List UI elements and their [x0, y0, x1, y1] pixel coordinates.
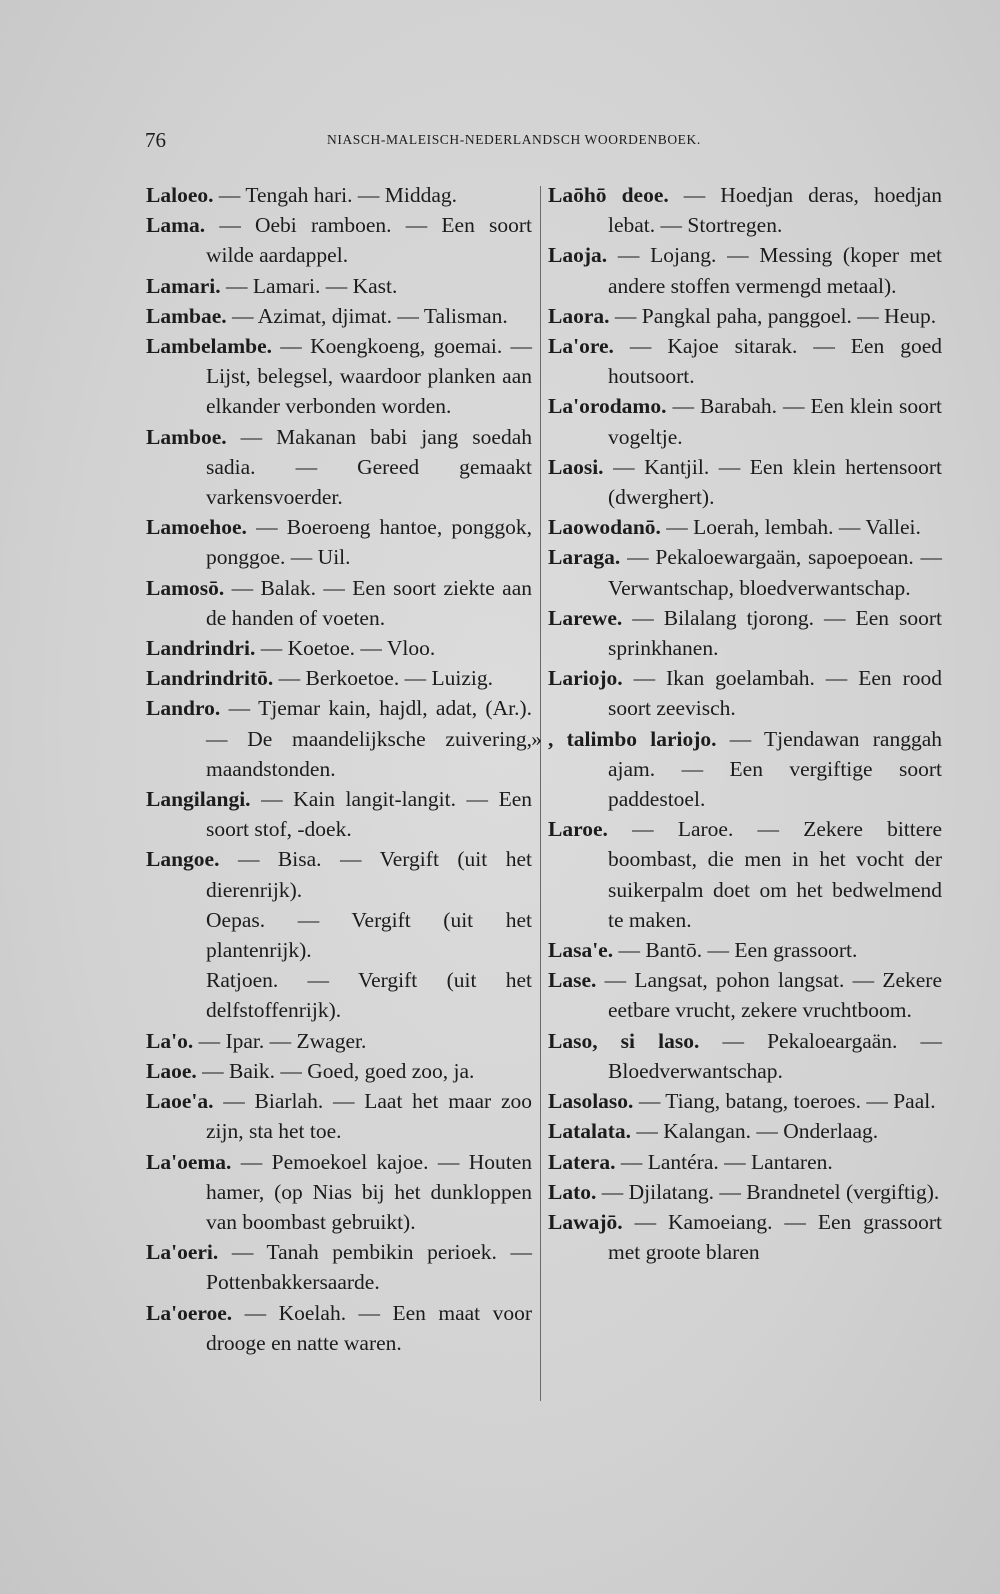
definition: — Kantjil. — Een klein hertensoort (dwerghert).	[608, 454, 943, 510]
dictionary-entry	[548, 814, 942, 935]
headword: Laoja.	[548, 243, 608, 268]
definition: — Loerah, lembah. — Vallei.	[666, 515, 921, 540]
entry-continuation: Oepas. — Vergift (uit het plantenrijk).	[206, 907, 532, 963]
dictionary-entry	[548, 935, 942, 965]
headword: Langilangi.	[146, 787, 251, 812]
definition: — Makanan babi jang soedah sadia. — Gereed gemaakt varkensvoerder.	[206, 424, 532, 510]
definition: — Bisa. — Vergift (uit het dierenrijk).	[206, 847, 532, 902]
dictionary-entry	[548, 1207, 942, 1267]
right-column	[531, 180, 943, 1267]
dictionary-entry	[548, 1026, 942, 1086]
definition: — Koetoe. — Vloo.	[260, 636, 436, 661]
definition: — Berkoetoe. — Luizig.	[278, 666, 493, 691]
dictionary-entry	[548, 965, 942, 1025]
definition: — Lantéra. — Lantaren.	[620, 1149, 833, 1174]
dictionary-entry	[146, 1237, 532, 1297]
dictionary-entry	[548, 1086, 942, 1116]
definition: — Tjendawan ranggah ajam. — Een vergiftige soort paddestoel.	[608, 726, 943, 812]
headword: Landrindri.	[146, 636, 256, 661]
dictionary-entry	[146, 1056, 532, 1086]
dictionary-entry	[146, 1298, 532, 1358]
headword: Lamboe.	[146, 424, 227, 449]
definition: — Langsat, pohon langsat. — Zekere eetbare vrucht, zekere vruchtboom.	[604, 968, 942, 1023]
headword: Lamari.	[146, 273, 221, 298]
headword: Lase.	[548, 968, 597, 993]
headword: La'ore.	[548, 334, 614, 359]
headword: Laroe.	[548, 817, 608, 842]
headword: La'oeroe.	[146, 1300, 233, 1325]
dictionary-entry	[548, 512, 942, 542]
headword: Laloeo.	[146, 183, 214, 207]
headword: Landrindritō.	[146, 666, 274, 691]
definition: — Koelah. — Een maat voor drooge en natte waren.	[206, 1300, 533, 1355]
headword: Lato.	[548, 1179, 597, 1204]
headword: Lamosō.	[146, 575, 225, 600]
definition: — Pangkal paha, panggoel. — Heup.	[614, 303, 937, 328]
dictionary-entry	[146, 844, 532, 904]
headword: Langoe.	[146, 847, 220, 872]
dictionary-entry	[548, 240, 942, 300]
definition: — Bantō. — Een grassoort.	[618, 938, 858, 963]
definition: — Pemoekoel kajoe. — Houten hamer, (op Nias bij het dunkloppen van boombast gebruikt).	[206, 1149, 533, 1234]
definition: — Kajoe sitarak. — Een goed houtsoort.	[608, 334, 942, 389]
definition: — Ipar. — Zwager.	[198, 1028, 367, 1053]
definition: — Ikan goelambah. — Een rood soort zeevisch.	[608, 666, 942, 721]
dictionary-entry	[548, 331, 942, 391]
dictionary-entry	[146, 512, 532, 572]
headword: Laoe.	[146, 1058, 197, 1083]
definition: — Bilalang tjorong. — Een soort sprinkhanen.	[608, 605, 942, 661]
headword: Laora.	[548, 303, 610, 328]
dictionary-entry	[548, 391, 942, 451]
headword: Laoe'a.	[146, 1089, 214, 1114]
left-column	[146, 180, 532, 1358]
definition: — Barabah. — Een klein soort vogeltje.	[608, 394, 943, 449]
running-title: NIASCH-MALEISCH-NEDERLANDSCH WOORDENBOEK.	[327, 132, 701, 147]
headword: Laso, si laso.	[548, 1028, 700, 1053]
dictionary-entry	[146, 1147, 532, 1238]
headword: Lambelambe.	[146, 334, 273, 359]
definition: — Azimat, djimat. — Talisman.	[232, 303, 508, 328]
headword: Lamoehoe.	[146, 515, 247, 540]
dictionary-entry	[548, 542, 942, 602]
dictionary-entry	[146, 301, 532, 331]
headword: Laraga.	[548, 545, 621, 570]
page-header	[145, 128, 745, 158]
dictionary-entry	[548, 663, 942, 723]
dictionary-entry	[146, 180, 532, 210]
dictionary-entry	[146, 784, 532, 844]
page-number: 76	[145, 128, 166, 152]
definition: — Tanah pembikin perioek. — Pottenbakkersaarde.	[206, 1240, 533, 1295]
dictionary-entry	[146, 633, 532, 663]
headword: Laōhō deoe.	[548, 183, 669, 207]
dictionary-entry	[548, 1116, 942, 1146]
headword: Lasolaso.	[548, 1089, 634, 1114]
dictionary-entry	[548, 603, 942, 663]
headword: La'oeri.	[146, 1240, 219, 1265]
definition: — Kamoeiang. — Een grassoort met groote blaren	[608, 1209, 942, 1265]
dictionary-entry	[548, 452, 942, 512]
definition: — Hoedjan deras, hoedjan lebat. — Stortregen.	[608, 183, 942, 238]
dictionary-entry	[146, 210, 532, 270]
headword: La'oema.	[146, 1149, 232, 1174]
dictionary-entry	[146, 271, 532, 301]
definition: — Lojang. — Messing (koper met andere stoffen vermengd metaal).	[608, 243, 942, 298]
headword: La'o.	[146, 1028, 194, 1053]
headword: Landro.	[146, 696, 221, 721]
dictionary-entry	[548, 1147, 942, 1177]
headword: , talimbo lariojo.	[548, 726, 717, 751]
definition: — Tengah hari. — Middag.	[218, 183, 457, 207]
headword: Lambae.	[146, 303, 227, 328]
entry-continuation: Ratjoen. — Vergift (uit het delfstoffenrijk).	[206, 968, 532, 1023]
dictionary-entry	[531, 724, 943, 815]
column-divider	[540, 186, 541, 1401]
headword: Latalata.	[548, 1119, 632, 1144]
ditto-mark: »	[531, 726, 542, 751]
definition: — Baik. — Goed, goed zoo, ja.	[202, 1058, 475, 1083]
headword: Lama.	[146, 213, 206, 238]
headword: Lawajō.	[548, 1209, 623, 1234]
headword: Laosi.	[548, 454, 604, 479]
definition: — Kalangan. — Onderlaag.	[636, 1119, 879, 1144]
definition: — Djilatang. — Brandnetel (vergiftig).	[601, 1179, 940, 1204]
dictionary-entry	[548, 1177, 942, 1207]
definition: — Pekaloewargaän, sapoepoean. — Verwantschap, bloedverwantschap.	[608, 545, 943, 600]
dictionary-entry	[146, 331, 532, 422]
definition: — Laroe. — Zekere bittere boombast, die men in het vocht der suikerpalm doet om het bedwelmend te maken.	[608, 817, 943, 932]
definition: — Oebi ramboen. — Een soort wilde aardappel.	[206, 213, 533, 268]
definition: — Kain langit-langit. — Een soort stof, -doek.	[206, 787, 533, 842]
dictionary-entry	[146, 422, 532, 513]
definition: — Tjemar kain, hajdl, adat, (Ar.). — De maandelijksche zuivering, maandstonden.	[206, 696, 533, 781]
dictionary-entry	[548, 301, 942, 331]
headword: Larewe.	[548, 605, 623, 630]
definition: — Lamari. — Kast.	[226, 273, 398, 298]
dictionary-entry	[548, 180, 942, 240]
dictionary-entry	[146, 693, 532, 784]
definition: — Tiang, batang, toeroes. — Paal.	[638, 1089, 936, 1114]
dictionary-entry	[146, 663, 532, 693]
headword: Lasa'e.	[548, 938, 614, 963]
definition: — Biarlah. — Laat het maar zoo zijn, sta het toe.	[206, 1089, 532, 1144]
headword: Laowodanō.	[548, 515, 661, 540]
dictionary-entry	[146, 1026, 532, 1056]
definition: — Pekaloeargaän. — Bloedverwantschap.	[608, 1028, 943, 1083]
dictionary-entry	[146, 573, 532, 633]
headword: La'orodamo.	[548, 394, 667, 419]
definition: — Balak. — Een soort ziekte aan de handen of voeten.	[206, 575, 532, 630]
headword: Latera.	[548, 1149, 616, 1174]
headword: Lariojo.	[548, 666, 623, 691]
definition: — Koengkoeng, goemai. — Lijst, belegsel, waardoor planken aan elkander verbonden worden.	[206, 334, 532, 419]
dictionary-entry	[146, 1086, 532, 1146]
definition: — Boeroeng hantoe, ponggok, ponggoe. — Uil.	[206, 515, 532, 570]
